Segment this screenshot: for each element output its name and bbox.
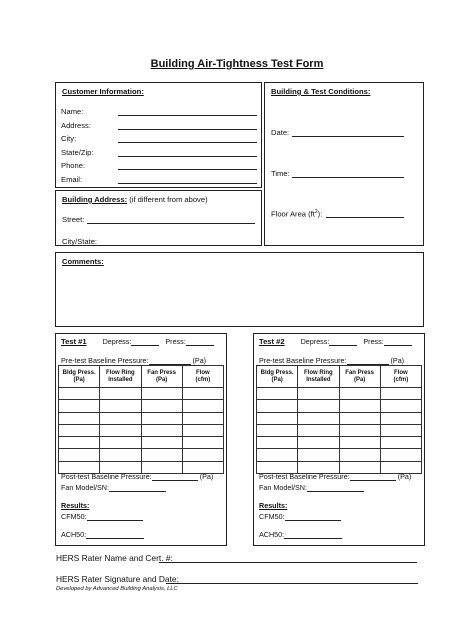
test-1-results-heading: Results: (61, 501, 90, 510)
building-test-conditions-heading: Building & Test Conditions: (271, 87, 371, 96)
city-state-field[interactable] (100, 245, 255, 246)
customer-information-section (55, 82, 262, 188)
table-cell[interactable] (339, 412, 380, 424)
test-1-heading: Test #1 (61, 337, 87, 346)
test-1-cfm50-row (61, 512, 143, 521)
customer-information-heading: Customer Information: (62, 87, 144, 96)
table-row (59, 412, 224, 424)
state-zip-label: State/Zip: (61, 147, 94, 157)
test-1-ach50-label: ACH50: (61, 530, 87, 539)
table-cell[interactable] (257, 461, 298, 473)
table-column-header: Flow Ring Installed (298, 366, 339, 388)
table-cell[interactable] (339, 424, 380, 436)
table-cell[interactable] (141, 412, 182, 424)
time-label: Time: (271, 169, 290, 178)
building-address-heading: Building Address: (62, 195, 128, 204)
test-1-fan-field[interactable] (109, 484, 166, 492)
table-cell[interactable] (298, 449, 339, 461)
comments-heading: Comments: (62, 257, 104, 266)
test-1-table-header-row (59, 366, 224, 388)
test-2-pretest-unit: (Pa) (390, 356, 405, 365)
floor-area-field[interactable] (326, 217, 404, 218)
table-cell[interactable] (100, 424, 141, 436)
test-1-panel (55, 333, 227, 546)
table-cell[interactable] (100, 437, 141, 449)
table-cell[interactable] (100, 449, 141, 461)
table-column-header: Flow (cfm) (380, 366, 421, 388)
email-field[interactable] (118, 183, 257, 184)
table-cell[interactable] (257, 424, 298, 436)
table-cell[interactable] (141, 461, 182, 473)
floor-area-label: Floor Area $(ft^2)$: (271, 209, 323, 219)
table-cell[interactable] (59, 424, 100, 436)
test-1-pretest-label: Pre-test Baseline Pressure: (61, 356, 149, 365)
table-cell[interactable] (380, 424, 421, 436)
table-cell[interactable] (59, 449, 100, 461)
table-cell[interactable] (257, 412, 298, 424)
test-1-posttest-unit: (Pa) (199, 472, 214, 481)
test-2-results-heading: Results: (259, 501, 288, 510)
test-2-cfm50-row (259, 512, 341, 521)
test-2-fan-field[interactable] (307, 484, 364, 492)
test-1-ach50-row (61, 530, 144, 539)
table-cell[interactable] (339, 449, 380, 461)
address-field[interactable] (118, 129, 257, 130)
table-cell[interactable] (298, 400, 339, 412)
test-1-depress-label: Depress: (102, 337, 132, 346)
table-row (257, 461, 422, 473)
test-2-depress-label: Depress: (300, 337, 330, 346)
table-cell[interactable] (298, 424, 339, 436)
table-cell[interactable] (257, 449, 298, 461)
table-column-header: Fan Press (Pa) (339, 366, 380, 388)
hers-rater-signature-label: HERS Rater Signature and Date: (56, 574, 179, 584)
test-1-pretest-row (61, 356, 206, 365)
test-1-posttest-label: Post-test Baseline Pressure: (61, 472, 152, 481)
table-cell[interactable] (182, 424, 223, 436)
test-2-posttest-unit: (Pa) (397, 472, 412, 481)
table-row (257, 437, 422, 449)
table-cell[interactable] (339, 388, 380, 400)
hers-rater-name-label: HERS Rater Name and Cert. #: (56, 553, 173, 563)
table-column-header: Bldg Press. (Pa) (257, 366, 298, 388)
test-2-panel (253, 333, 425, 546)
time-field[interactable] (292, 177, 404, 178)
table-cell[interactable] (257, 437, 298, 449)
city-field[interactable] (118, 142, 257, 143)
table-cell[interactable] (380, 412, 421, 424)
table-cell[interactable] (380, 449, 421, 461)
table-row (257, 400, 422, 412)
test-1-readings-table (58, 365, 224, 474)
table-cell[interactable] (141, 388, 182, 400)
test-2-header-row (259, 337, 412, 346)
test-2-ach50-label: ACH50: (259, 530, 285, 539)
table-cell[interactable] (380, 400, 421, 412)
test-1-cfm50-field[interactable] (87, 513, 143, 521)
test-2-readings-table (256, 365, 422, 474)
city-label: City: (61, 134, 77, 143)
building-address-heading-row (62, 195, 208, 204)
name-label: Name: (61, 107, 84, 116)
email-label: Email: (61, 174, 83, 184)
test-2-pretest-field[interactable] (347, 357, 389, 365)
table-cell[interactable] (59, 400, 100, 412)
table-cell[interactable] (339, 437, 380, 449)
test-2-pretest-label: Pre-test Baseline Pressure: (259, 356, 347, 365)
table-row (257, 424, 422, 436)
table-cell[interactable] (339, 400, 380, 412)
hers-rater-signature-field[interactable] (166, 583, 418, 584)
floor-area-superscript: 2 (314, 209, 318, 215)
state-zip-field[interactable] (118, 156, 257, 157)
table-cell[interactable] (257, 388, 298, 400)
table-row (59, 437, 224, 449)
table-cell[interactable] (59, 388, 100, 400)
test-2-fan-label: Fan Model/SN: (259, 483, 307, 492)
test-1-header-row (61, 337, 214, 346)
hers-rater-name-field[interactable] (159, 562, 417, 563)
test-2-cfm50-field[interactable] (285, 513, 341, 521)
table-row (59, 388, 224, 400)
test-1-pretest-unit: (Pa) (192, 356, 207, 365)
table-cell[interactable] (339, 461, 380, 473)
table-row (257, 449, 422, 461)
table-row (59, 400, 224, 412)
table-cell[interactable] (59, 412, 100, 424)
test-1-depress-field[interactable] (131, 338, 159, 346)
test-1-ach50-field[interactable] (86, 531, 144, 539)
table-cell[interactable] (182, 437, 223, 449)
test-2-table-header-row (257, 366, 422, 388)
test-1-press-label: Press: (165, 337, 186, 346)
test-1-fan-label: Fan Model/SN: (61, 483, 109, 492)
table-cell[interactable] (182, 449, 223, 461)
table-row (59, 461, 224, 473)
form-title: Building Air-Tightness Test Form (150, 58, 324, 70)
date-field[interactable] (292, 136, 404, 137)
building-test-conditions-section (264, 82, 424, 246)
table-cell[interactable] (298, 388, 339, 400)
table-cell[interactable] (298, 412, 339, 424)
test-1-fan-row (61, 483, 166, 492)
table-row (257, 412, 422, 424)
city-state-label: City/State: (62, 237, 98, 246)
developer-company: Advanced Building Analysis, LLC (92, 586, 178, 592)
test-1-press-field[interactable] (186, 338, 214, 346)
test-2-heading: Test #2 (259, 337, 285, 346)
table-cell[interactable] (141, 400, 182, 412)
test-2-fan-row (259, 483, 364, 492)
street-field[interactable] (87, 223, 255, 224)
table-row (59, 424, 224, 436)
table-cell[interactable] (100, 388, 141, 400)
test-2-press-label: Press: (363, 337, 384, 346)
table-column-header: Flow (cfm) (182, 366, 223, 388)
table-cell[interactable] (141, 437, 182, 449)
table-cell[interactable] (100, 461, 141, 473)
test-2-posttest-field[interactable] (350, 473, 396, 481)
table-cell[interactable] (59, 461, 100, 473)
table-cell[interactable] (141, 424, 182, 436)
test-1-pretest-field[interactable] (149, 357, 191, 365)
table-cell[interactable] (141, 449, 182, 461)
table-cell[interactable] (298, 437, 339, 449)
developer-credit: Developed by Advanced Building Analysis, LLC (56, 586, 178, 592)
table-cell[interactable] (100, 412, 141, 424)
table-row (59, 449, 224, 461)
table-cell[interactable] (380, 388, 421, 400)
phone-label: Phone: (61, 161, 86, 170)
test-1-cfm50-label: CFM50: (61, 512, 87, 521)
test-2-press-field[interactable] (384, 338, 412, 346)
table-cell[interactable] (100, 400, 141, 412)
table-cell[interactable] (59, 437, 100, 449)
table-cell[interactable] (380, 437, 421, 449)
building-address-section (55, 190, 262, 246)
table-cell[interactable] (298, 461, 339, 473)
test-1-posttest-field[interactable] (152, 473, 198, 481)
date-label: Date: (271, 128, 290, 137)
table-column-header: Fan Press (Pa) (141, 366, 182, 388)
table-cell[interactable] (257, 400, 298, 412)
table-row (257, 388, 422, 400)
phone-field[interactable] (118, 169, 257, 170)
test-2-pretest-row (259, 356, 404, 365)
building-address-note: (if different from above) (127, 195, 208, 204)
table-cell[interactable] (182, 461, 223, 473)
test-2-ach50-row (259, 530, 342, 539)
table-column-header: Flow Ring Installed (100, 366, 141, 388)
table-column-header: Bldg Press. (Pa) (59, 366, 100, 388)
comments-section[interactable] (55, 252, 424, 327)
address-label: Address: (61, 120, 91, 130)
street-label: Street: (62, 215, 85, 224)
test-2-posttest-label: Post-test Baseline Pressure: (259, 472, 350, 481)
name-field[interactable] (118, 115, 257, 116)
table-cell[interactable] (182, 388, 223, 400)
test-2-depress-field[interactable] (329, 338, 357, 346)
test-2-cfm50-label: CFM50: (259, 512, 285, 521)
table-cell[interactable] (182, 412, 223, 424)
test-2-ach50-field[interactable] (284, 531, 342, 539)
table-cell[interactable] (182, 400, 223, 412)
table-cell[interactable] (380, 461, 421, 473)
